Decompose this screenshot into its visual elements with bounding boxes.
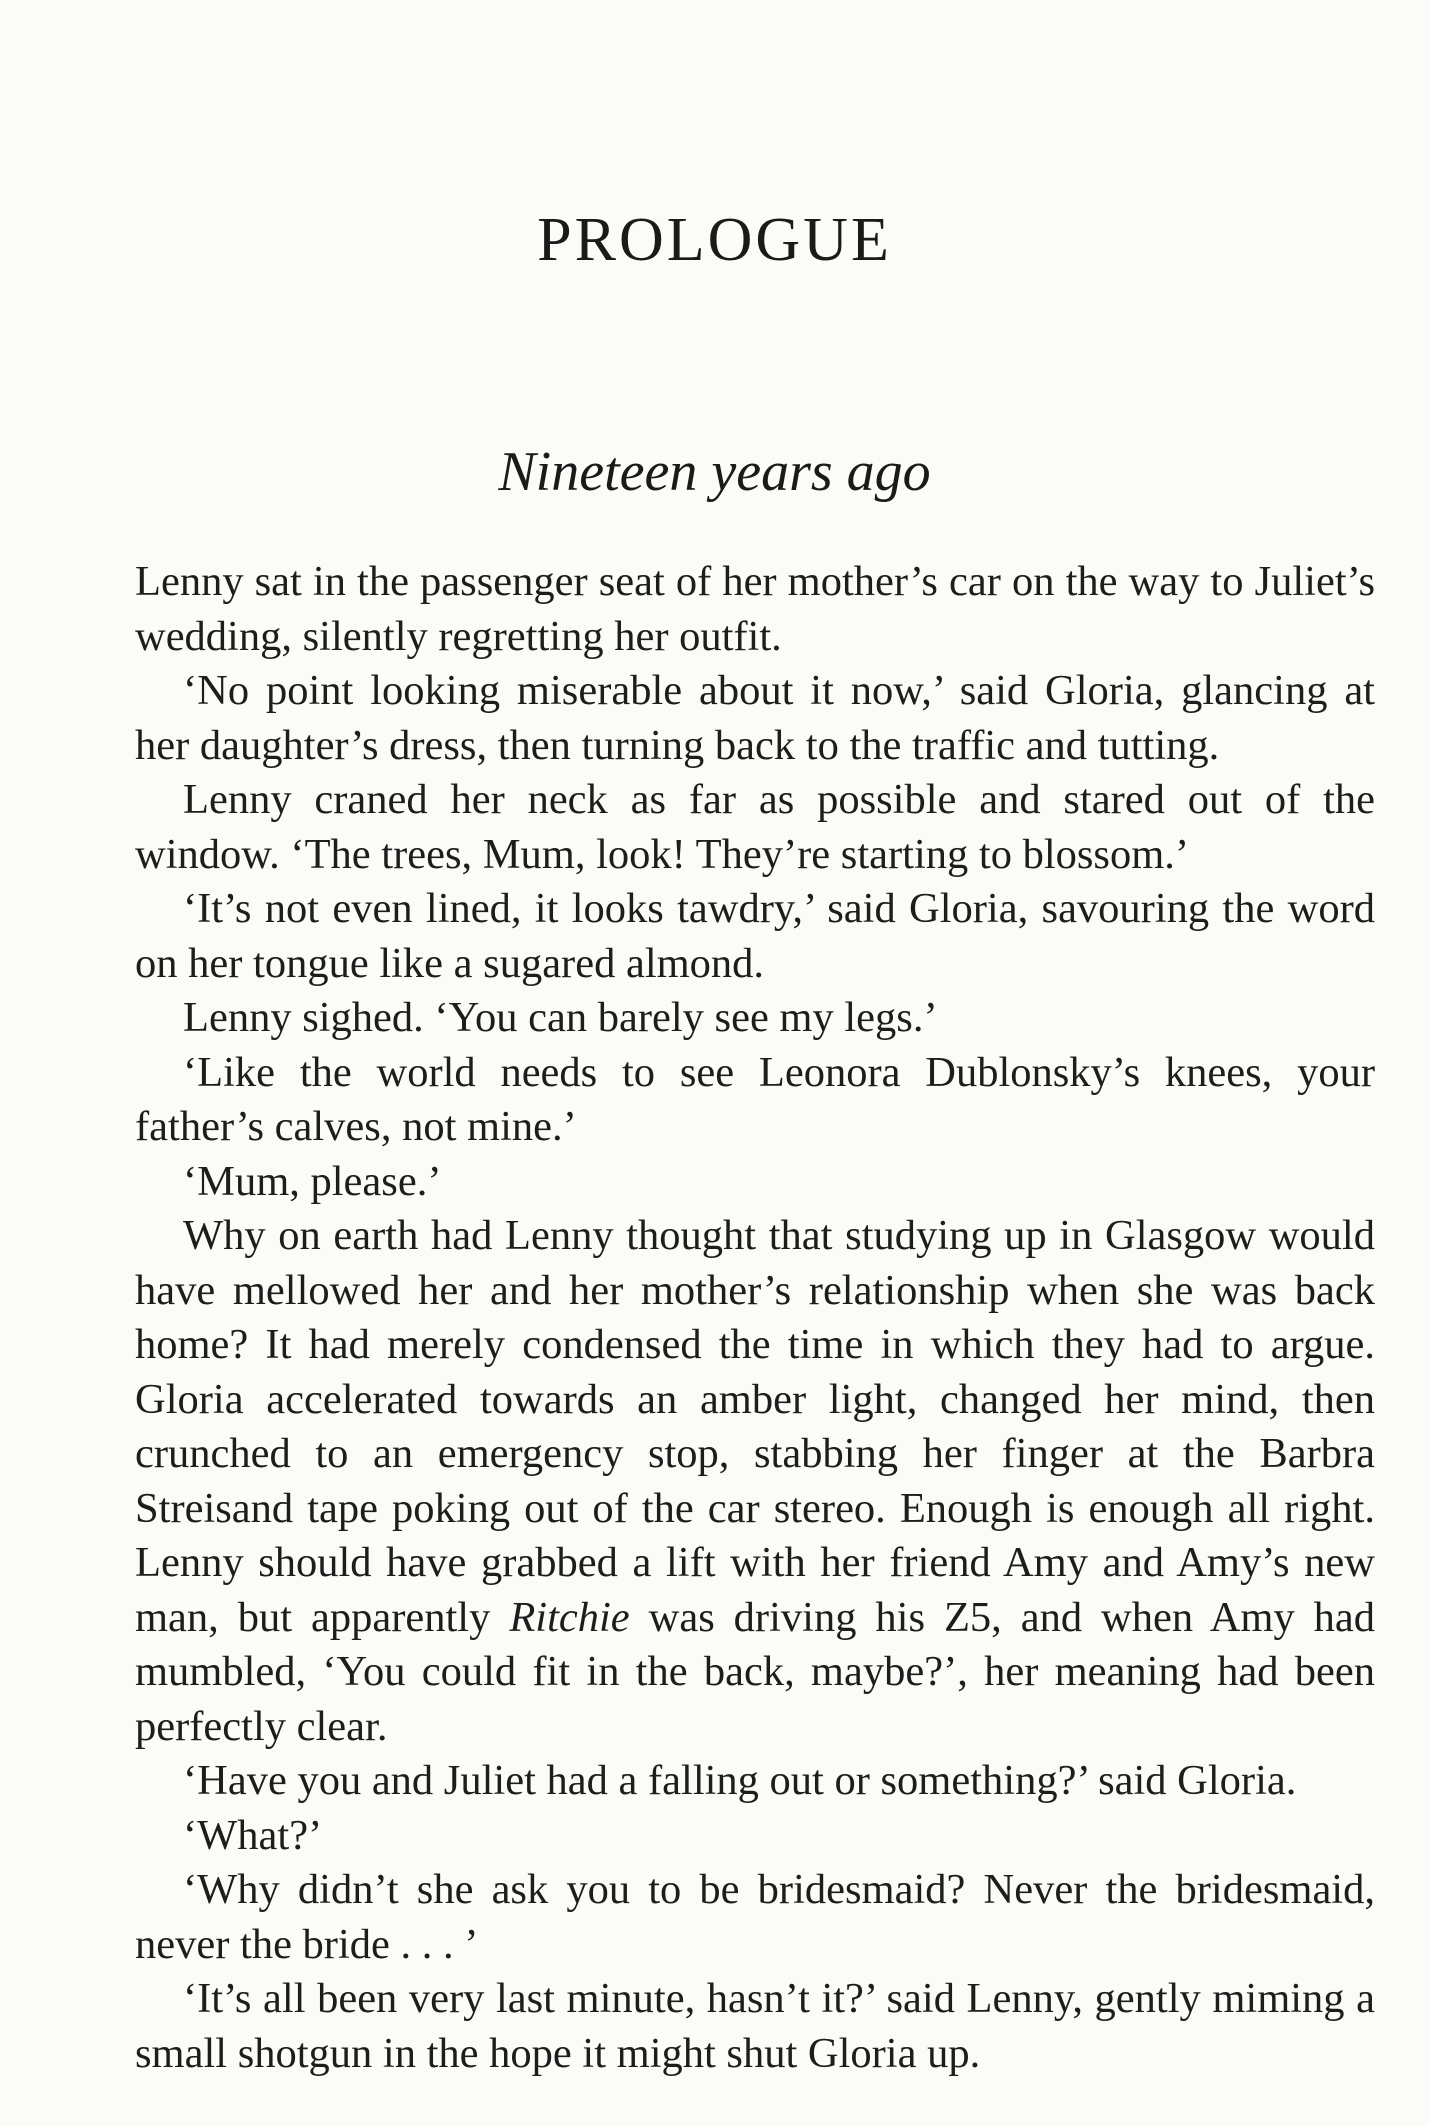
paragraph (135, 664, 1375, 773)
paragraph-text: ‘Have you and Juliet had a falling out or something?’ said Gloria. (183, 1757, 1297, 1804)
paragraph (135, 1809, 1375, 1864)
paragraph (135, 1972, 1375, 2081)
paragraph-text: Lenny sat in the passenger seat of her mother’s car on the way to Juliet’s wedding, silently regretting her outfit. (135, 558, 1375, 660)
chapter-subtitle: Nineteen years ago (498, 441, 931, 503)
paragraph (135, 882, 1375, 991)
italic-name: Ritchie (509, 1593, 630, 1641)
paragraph (135, 1046, 1375, 1155)
paragraph-text: ‘Mum, please.’ (183, 1157, 442, 1205)
paragraph-text: Why on earth had Lenny thought that studying up in Glasgow would have mellowed her and her mother’s relationship when she was back home? It had merely condensed the time in which they had to argue. Gloria accelerated towards an amber light, changed her mind, then crunched to an emergency stop, stabbing her finger at the Barbra Streisand tape poking out of the car stereo. Enough is enough all right. Lenny should have grabbed a lift with her friend Amy and Amy’s new man, but apparently (135, 1212, 1375, 1641)
paragraph-text: ‘Like the world needs to see Leonora Dublonsky’s knees, your father’s calves, not mine.’ (135, 1048, 1375, 1150)
chapter-title: PROLOGUE (537, 206, 892, 274)
paragraph (135, 555, 1375, 664)
paragraph-text: ‘No point looking miserable about it now,’ said Gloria, glancing at her daughter’s dress, then turning back to the traffic and tutting. (135, 667, 1375, 769)
paragraph-text: ‘It’s not even lined, it looks tawdry,’ said Gloria, savouring the word on her tongue like a sugared almond. (135, 885, 1375, 987)
paragraph-text: ‘It’s all been very last minute, hasn’t it?’ said Lenny, gently miming a small shotgun in the hope it might shut Gloria up. (135, 1975, 1375, 2077)
paragraph-text: was driving his Z5, and when Amy had mumbled, ‘You could fit in the back, maybe?’, her meaning had been perfectly clear. (135, 1593, 1376, 1750)
paragraph-text: Lenny sighed. ‘You can barely see my legs.’ (183, 994, 938, 1041)
paragraph (135, 773, 1375, 882)
paragraph (135, 1209, 1375, 1754)
paragraph (135, 991, 1375, 1046)
paragraph (135, 1155, 1375, 1210)
paragraph-text: Lenny craned her neck as far as possible and stared out of the window. ‘The trees, Mum, look! They’re starting to blossom.’ (135, 776, 1375, 878)
body-text (135, 555, 1375, 2081)
paragraph-text: ‘What?’ (183, 1811, 323, 1859)
paragraph-text: ‘Why didn’t she ask you to be bridesmaid? Never the bridesmaid, never the bride . . . ’ (135, 1866, 1375, 1968)
paragraph (135, 1754, 1375, 1809)
paragraph (135, 1863, 1375, 1972)
